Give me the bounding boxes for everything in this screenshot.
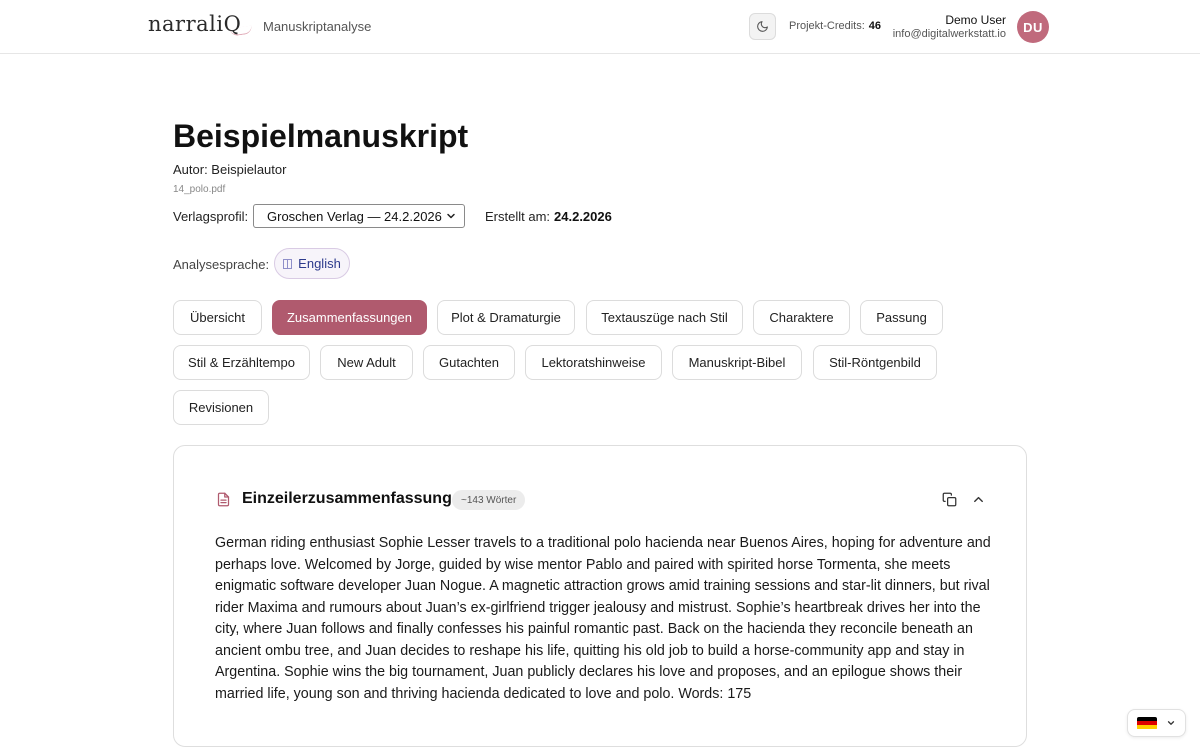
tab-plot-dramaturgie[interactable]: Plot & Dramaturgie bbox=[437, 300, 575, 335]
file-name: 14_polo.pdf bbox=[173, 184, 226, 195]
credits-value: 46 bbox=[868, 20, 882, 32]
publisher-profile-label: Verlagsprofil: bbox=[173, 209, 249, 224]
german-flag-icon bbox=[1137, 717, 1157, 730]
app-logo[interactable]: narraliQ bbox=[148, 12, 242, 36]
chevron-down-icon bbox=[445, 210, 457, 222]
analysis-language-label: Analysesprache: bbox=[173, 257, 270, 272]
publisher-profile-select[interactable] bbox=[253, 204, 465, 228]
summary-card-title: Einzeilerzusammenfassung bbox=[242, 490, 452, 507]
publisher-profile-value: Groschen Verlag — 24.2.2026 bbox=[267, 208, 442, 224]
top-bar bbox=[0, 0, 1200, 54]
summary-text: German riding enthusiast Sophie Lesser travels to a traditional polo hacienda near Buenos Aires, hoping for adventure and perhaps love. Welcomed by Jorge, guided by wise mentor Pablo and paired with spirited horse Tormenta, she meets enigmatic software developer Juan Nogue. A magnetic attraction grows amid training sessions and star-lit dinners, but rival rider Maxima and rumours about Juan’s ex-girlfriend trigger jealousy and mistrust. Sophie’s heartbreak drives her into the city, where Juan follows and finally confesses his painful romantic past. Back on the hacienda they reconcile beneath an ancient ombu tree, and Juan decides to reshape his life, quitting his old job to build a horse-community app and stay in Argentina. Sophie wins the big tournament, Juan publicly declares his love and proposes, and an epilogue shows their married life, young son and thriving hacienda dedicated to love and polo. Words: 175 bbox=[215, 535, 991, 702]
tab-new-adult[interactable]: New Adult bbox=[320, 345, 413, 380]
theme-toggle-button[interactable] bbox=[749, 13, 776, 40]
page-title: Beispielmanuskript bbox=[173, 118, 469, 154]
tab-textauszuege[interactable]: Textauszüge nach Stil bbox=[586, 300, 743, 335]
tab-uebersicht[interactable]: Übersicht bbox=[173, 300, 262, 335]
summary-card bbox=[173, 445, 1027, 747]
chevron-down-icon bbox=[1166, 718, 1176, 728]
chevron-up-icon[interactable] bbox=[971, 492, 986, 507]
word-count-badge: ~143 Wörter bbox=[452, 490, 525, 510]
tab-zusammenfassungen[interactable]: Zusammenfassungen bbox=[272, 300, 427, 335]
created-value: 24.2.2026 bbox=[554, 209, 612, 224]
tab-stil-roentgenbild[interactable]: Stil-Röntgenbild bbox=[813, 345, 937, 380]
created-label: Erstellt am: bbox=[485, 209, 551, 224]
user-email: info@digitalwerkstatt.io bbox=[892, 28, 1006, 40]
author-line: Autor: Beispielautor bbox=[173, 162, 287, 177]
credits-label: Projekt-Credits: bbox=[789, 20, 865, 32]
tab-revisionen[interactable]: Revisionen bbox=[173, 390, 269, 425]
app-subtitle: Manuskriptanalyse bbox=[263, 19, 372, 34]
tab-passung[interactable]: Passung bbox=[860, 300, 943, 335]
flag-icon bbox=[283, 259, 292, 269]
credits-display bbox=[789, 20, 881, 32]
tab-manuskript-bibel[interactable]: Manuskript-Bibel bbox=[672, 345, 802, 380]
avatar[interactable]: DU bbox=[1017, 11, 1049, 43]
tab-stil-erzaehltempo[interactable]: Stil & Erzähltempo bbox=[173, 345, 310, 380]
tab-lektoratshinweise[interactable]: Lektoratshinweise bbox=[525, 345, 662, 380]
moon-icon bbox=[756, 20, 769, 33]
analysis-language-value: English bbox=[298, 256, 341, 271]
created-date bbox=[485, 209, 612, 224]
copy-icon[interactable] bbox=[942, 492, 957, 507]
tab-gutachten[interactable]: Gutachten bbox=[423, 345, 515, 380]
analysis-language-pill[interactable] bbox=[274, 248, 350, 279]
document-icon bbox=[216, 491, 231, 508]
tab-charaktere[interactable]: Charaktere bbox=[753, 300, 850, 335]
user-name: Demo User bbox=[945, 13, 1006, 27]
ui-language-switcher[interactable] bbox=[1127, 709, 1186, 737]
